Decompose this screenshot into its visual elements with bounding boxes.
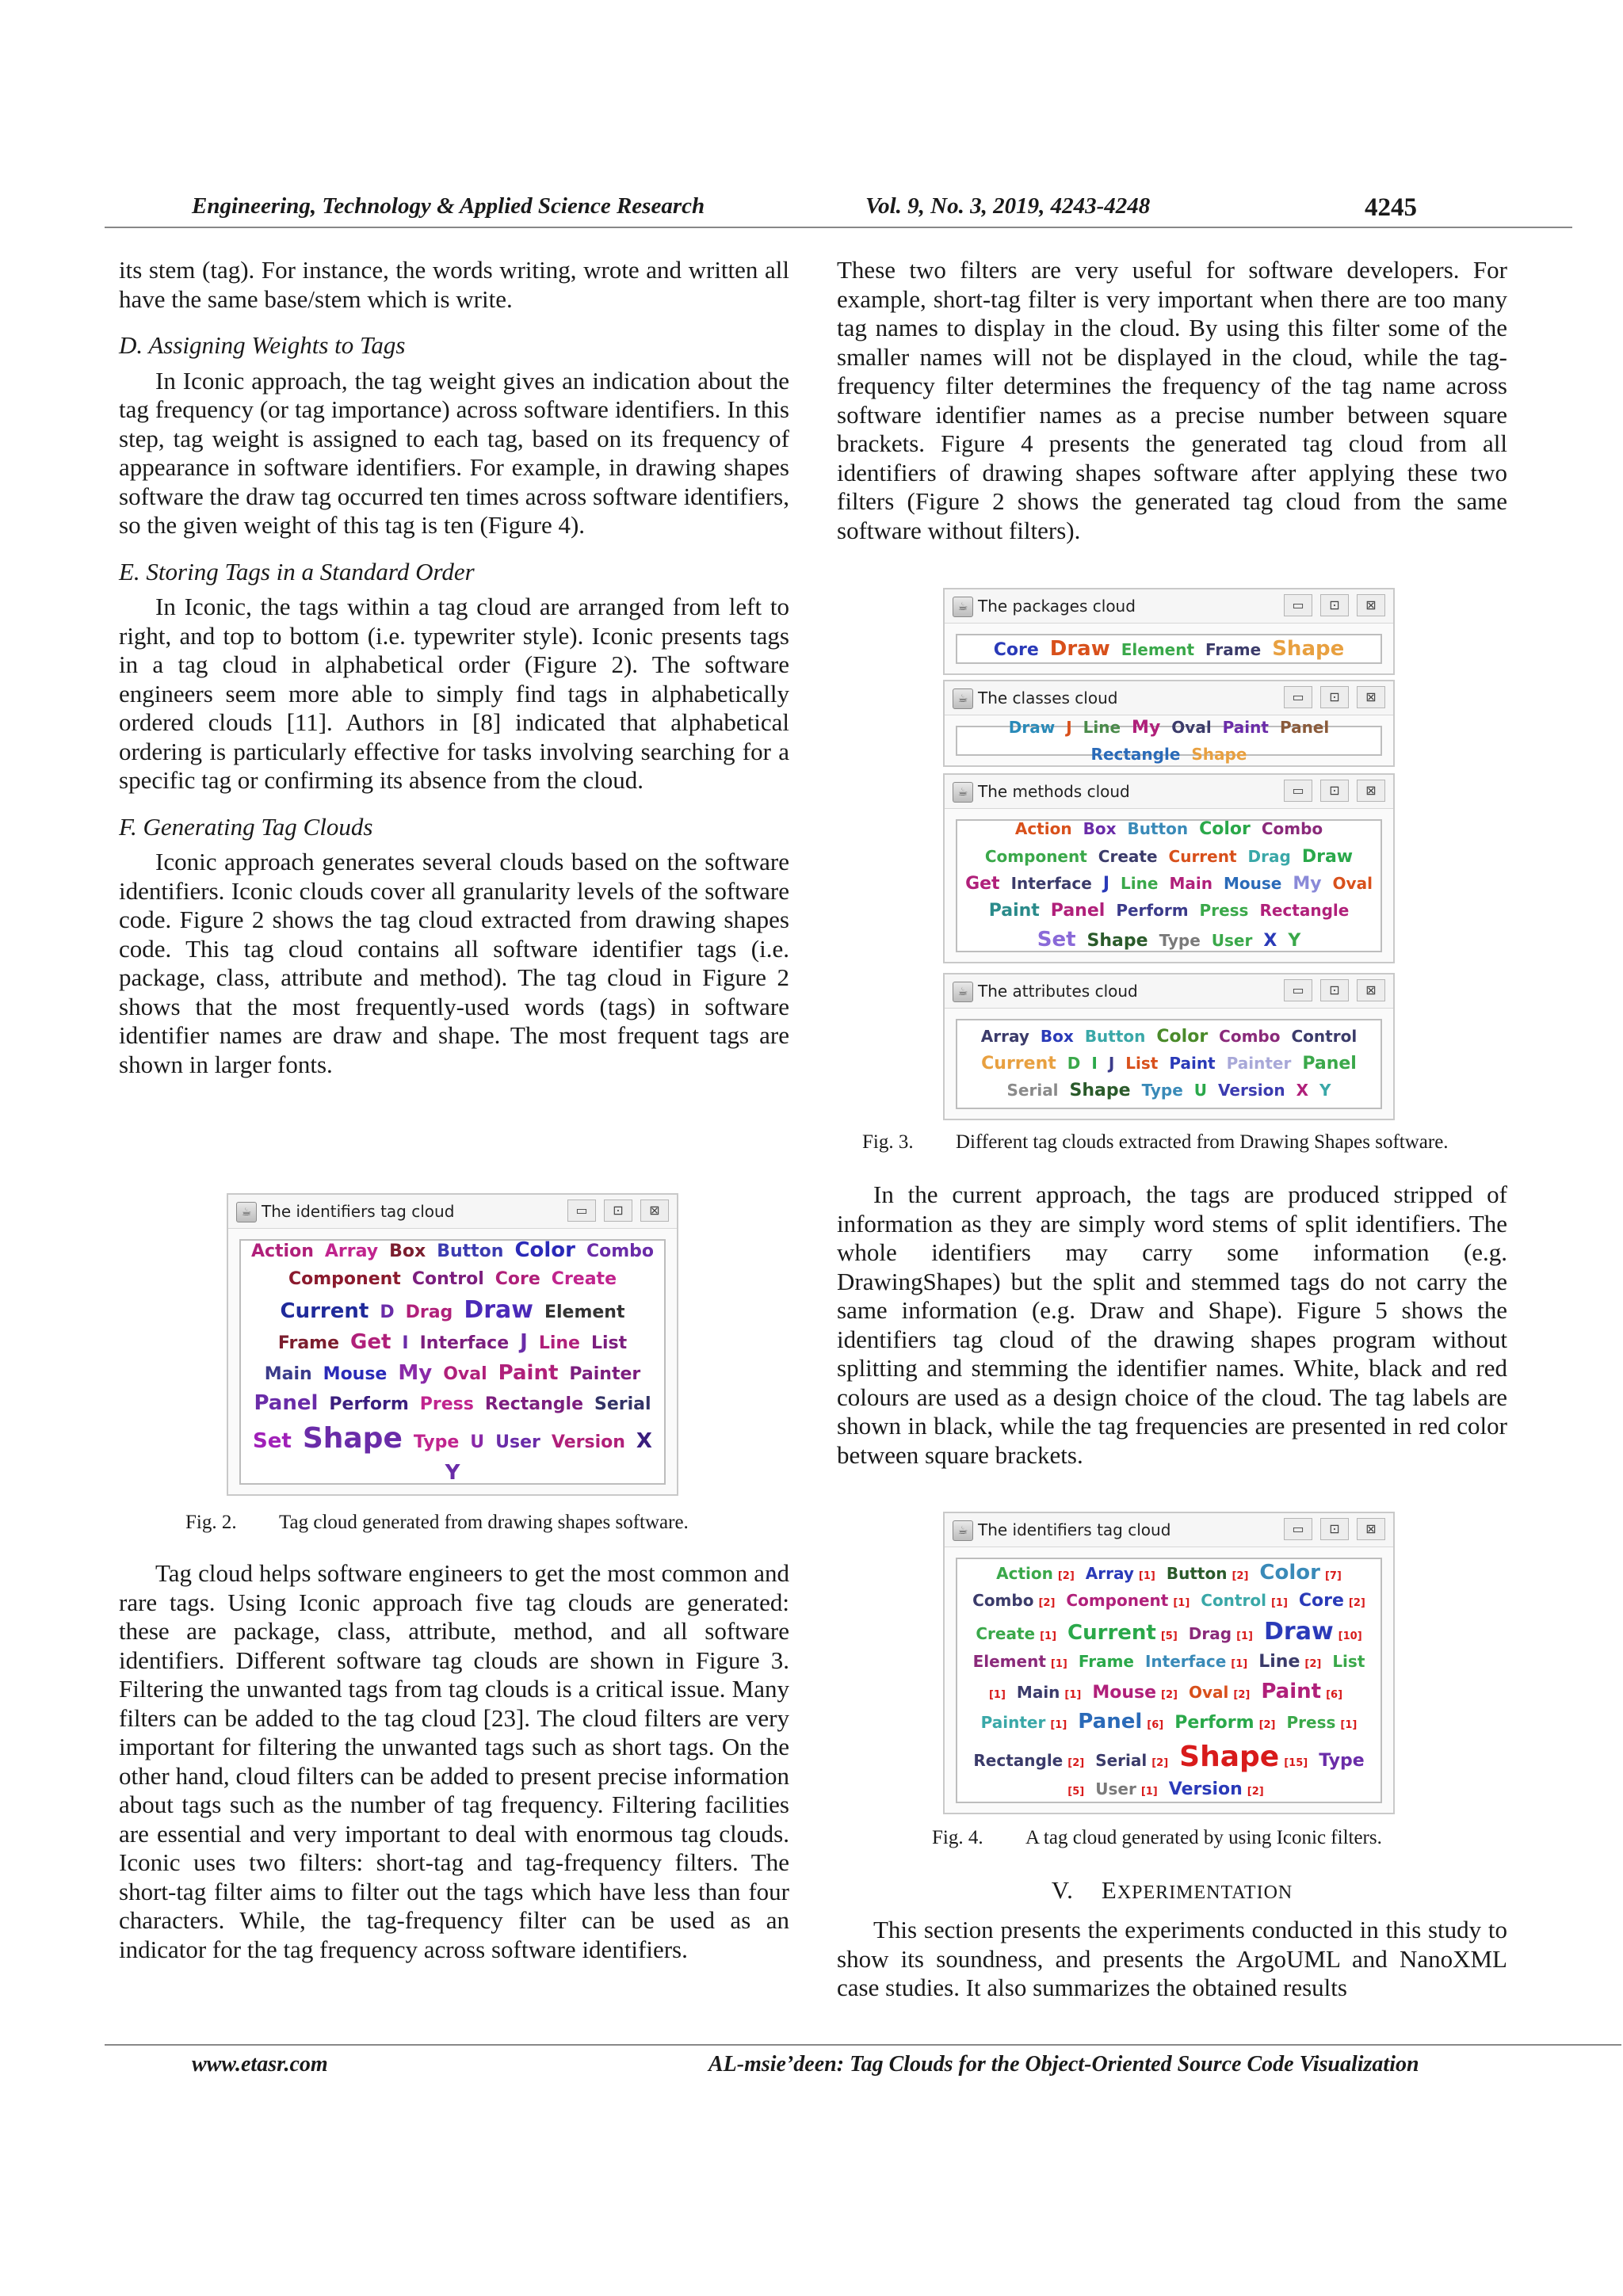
cloud-tag[interactable]: Type xyxy=(1141,1081,1183,1100)
minimize-button[interactable]: ▭ xyxy=(567,1199,596,1222)
cloud-tag[interactable]: Draw xyxy=(464,1295,533,1324)
cloud-tag[interactable]: Color xyxy=(1199,819,1251,840)
cloud-tag[interactable]: Get xyxy=(965,873,1000,894)
cloud-tag[interactable]: Core xyxy=(495,1268,540,1289)
cloud-tag[interactable]: Drag xyxy=(405,1302,453,1322)
cloud-tag[interactable]: Array xyxy=(980,1026,1029,1046)
cloud-tag[interactable]: User xyxy=(495,1432,540,1452)
cloud-tag[interactable]: Shape xyxy=(1179,1740,1280,1773)
tag-frequency: [1] xyxy=(988,1688,1006,1701)
tag-frequency: [2] xyxy=(1258,1719,1276,1732)
cloud-tag[interactable]: Rectangle xyxy=(1090,745,1181,765)
close-button[interactable]: ⊠ xyxy=(640,1199,669,1222)
cloud-tag[interactable]: Element xyxy=(544,1302,625,1322)
window-controls xyxy=(1284,686,1385,708)
figure-2-window xyxy=(227,1193,678,1496)
tag-frequency: [2] xyxy=(1348,1597,1365,1610)
cloud-tag[interactable]: Box xyxy=(1083,819,1117,839)
cloud-tag[interactable]: J xyxy=(1102,873,1110,894)
close-button[interactable]: ⊠ xyxy=(1357,780,1385,802)
cloud-tag[interactable]: Combo xyxy=(586,1241,655,1262)
cloud-tag[interactable]: Create xyxy=(976,1624,1036,1644)
tag-cloud-panel xyxy=(956,717,1382,765)
author-and-title: AL-msie’deen: Tag Clouds for the Object-Oriented Source Code Visualization xyxy=(708,2052,1419,2077)
cloud-tag[interactable]: Painter xyxy=(1226,1053,1292,1073)
section-number: V. xyxy=(1051,1876,1074,1904)
figure-4-number: Fig. 4. xyxy=(932,1827,983,1848)
cloud-tag[interactable]: D xyxy=(380,1302,395,1322)
cloud-tag[interactable]: U xyxy=(1193,1081,1208,1100)
tag-frequency: [1] xyxy=(1050,1719,1067,1732)
maximize-button[interactable]: ⊡ xyxy=(1320,1518,1349,1540)
cloud-tag[interactable]: Draw xyxy=(1008,717,1056,737)
tag-frequency: [1] xyxy=(1231,1658,1248,1671)
tag-frequency: [2] xyxy=(1247,1786,1264,1798)
cloud-tag[interactable]: Shape xyxy=(1069,1081,1131,1101)
cloud-tag[interactable]: Panel xyxy=(1302,1053,1357,1074)
cloud-tag[interactable]: Serial xyxy=(594,1394,651,1415)
figure-3-text: Different tag clouds extracted from Drawing Shapes software. xyxy=(956,1131,1449,1153)
tag-frequency: [1] xyxy=(1340,1719,1358,1732)
figure-4-caption xyxy=(932,1827,1382,1849)
journal-website: www.etasr.com xyxy=(192,2052,328,2077)
cloud-tag[interactable]: Version xyxy=(551,1432,625,1452)
cloud-tag[interactable]: Press xyxy=(419,1394,474,1415)
cloud-tag[interactable]: Version xyxy=(1168,1779,1243,1800)
tag-frequency: [15] xyxy=(1284,1756,1308,1769)
cloud-tag[interactable]: Interface xyxy=(419,1333,510,1353)
cloud-tag[interactable]: Oval xyxy=(443,1363,487,1384)
maximize-button[interactable]: ⊡ xyxy=(1320,686,1349,708)
cloud-tag[interactable]: Panel xyxy=(1050,900,1106,921)
cloud-tag[interactable]: Version xyxy=(1218,1081,1285,1100)
window-title-bar[interactable] xyxy=(945,681,1393,715)
cloud-tag[interactable]: Panel xyxy=(1279,717,1330,737)
cloud-tag[interactable]: Main xyxy=(264,1363,312,1384)
cloud-tag[interactable]: X xyxy=(1263,931,1277,952)
right-column-bottom xyxy=(837,1916,1507,2003)
tag-cloud-panel xyxy=(956,634,1382,664)
cloud-tag[interactable]: Current xyxy=(1067,1621,1156,1646)
window-title: The identifiers tag cloud xyxy=(978,1520,1171,1539)
tag-frequency: [2] xyxy=(1067,1756,1085,1769)
cloud-tag[interactable]: Array xyxy=(1085,1563,1134,1583)
cloud-tag[interactable]: Painter xyxy=(569,1363,641,1384)
paragraph-filter-use: These two filters are very useful for software developers. For example, short-tag filter is very important when there are too many tag names to display in the cloud. By using this filter some of the smaller names will not be displayed in the cloud, while the tag-frequency filter determines the frequency of the tag name across software identifier names as a precise number between square brackets. Figure 4 presents the generated tag cloud from all identifiers of drawing shapes software after applying these two filters (Figure 2 shows the generated tag cloud from the same software without filters). xyxy=(837,256,1507,544)
tag-cloud-panel xyxy=(956,1558,1382,1803)
cloud-tag[interactable]: Current xyxy=(981,1053,1056,1074)
tag-frequency: [10] xyxy=(1338,1630,1362,1643)
app-icon: ☕ xyxy=(236,1202,257,1222)
cloud-tag[interactable]: Type xyxy=(1159,931,1201,951)
cloud-tag[interactable]: My xyxy=(1132,717,1161,738)
window-title: The identifiers tag cloud xyxy=(262,1202,455,1221)
cloud-tag[interactable]: Get xyxy=(350,1329,391,1354)
journal-name: Engineering, Technology & Applied Science Research xyxy=(192,193,705,219)
cloud-tag[interactable]: List xyxy=(1332,1652,1365,1672)
left-column-bottom xyxy=(119,1559,789,1964)
tag-frequency: [1] xyxy=(1173,1597,1190,1610)
cloud-tag[interactable]: Create xyxy=(1098,846,1158,866)
close-button[interactable]: ⊠ xyxy=(1357,1518,1385,1540)
cloud-tag[interactable]: Frame xyxy=(1078,1652,1134,1672)
cloud-tag[interactable]: I xyxy=(1091,1053,1098,1073)
cloud-tag[interactable]: Oval xyxy=(1188,1682,1229,1702)
cloud-tag[interactable]: Press xyxy=(1286,1713,1336,1733)
tag-frequency: [1] xyxy=(1050,1658,1067,1671)
cloud-tag[interactable]: Control xyxy=(1201,1591,1266,1611)
cloud-tag[interactable]: Rectangle xyxy=(1259,900,1350,920)
cloud-tag[interactable]: Core xyxy=(993,639,1039,660)
cloud-tag[interactable]: Oval xyxy=(1332,873,1373,893)
app-icon: ☕ xyxy=(953,982,973,1002)
cloud-tag[interactable]: Box xyxy=(1040,1026,1074,1046)
window-controls xyxy=(1284,979,1385,1001)
running-header xyxy=(105,193,1572,225)
cloud-tag[interactable]: List xyxy=(590,1333,628,1353)
cloud-tag[interactable]: Component xyxy=(984,846,1087,866)
cloud-tag[interactable]: Component xyxy=(288,1268,401,1289)
cloud-tag[interactable]: Set xyxy=(253,1428,292,1453)
cloud-tag[interactable]: User xyxy=(1095,1779,1136,1799)
right-column-middle xyxy=(837,1180,1507,1470)
cloud-tag[interactable]: Oval xyxy=(1171,717,1212,737)
heading-generating-clouds: F. Generating Tag Clouds xyxy=(119,812,373,841)
cloud-tag[interactable]: Paint xyxy=(1261,1679,1322,1703)
window-title-bar[interactable] xyxy=(945,589,1393,624)
tag-frequency: [2] xyxy=(1232,1569,1249,1582)
cloud-tag[interactable]: Create xyxy=(551,1268,617,1289)
window-title-bar[interactable] xyxy=(228,1195,677,1229)
cloud-tag[interactable]: Type xyxy=(413,1432,460,1452)
cloud-tag[interactable]: J xyxy=(1108,1053,1115,1073)
minimize-button[interactable]: ▭ xyxy=(1284,1518,1312,1540)
window-title: The methods cloud xyxy=(978,782,1130,801)
cloud-tag[interactable]: Combo xyxy=(1219,1026,1281,1046)
minimize-button[interactable]: ▭ xyxy=(1284,686,1312,708)
close-button[interactable]: ⊠ xyxy=(1357,686,1385,708)
cloud-tag[interactable]: Paint xyxy=(1222,717,1269,737)
cloud-tag[interactable]: J xyxy=(520,1329,528,1354)
volume-info: Vol. 9, No. 3, 2019, 4243-4248 xyxy=(865,193,1151,219)
tag-frequency: [1] xyxy=(1040,1630,1057,1643)
cloud-tag[interactable]: Combo xyxy=(972,1591,1034,1611)
cloud-tag[interactable]: Interface xyxy=(1010,873,1092,893)
cloud-tag[interactable]: Shape xyxy=(1086,931,1148,952)
figure-2-caption xyxy=(185,1512,689,1534)
cloud-tag[interactable]: D xyxy=(1067,1053,1081,1073)
header-rule xyxy=(105,227,1572,228)
paragraph-ordering: In Iconic, the tags within a tag cloud are arranged from left to right, and top to bottom (i.e. typewriter style). Iconic presents tags in a tag cloud in alphabetical order (Figure 2). The software engineers seem more able to simply find tags in alphabetically ordered clouds [11]. Authors in [8] indicated that alphabetical ordering is particularly effective for tasks involving searching for a specific tag or confirming its absence from the cloud. xyxy=(119,593,789,794)
tag-frequency: [5] xyxy=(1160,1630,1178,1643)
cloud-tag[interactable]: X xyxy=(636,1428,652,1453)
tag-frequency: [2] xyxy=(1038,1597,1056,1610)
cloud-tag[interactable]: Component xyxy=(1066,1591,1169,1611)
window-title-bar[interactable] xyxy=(945,1513,1393,1547)
cloud-tag[interactable]: My xyxy=(398,1360,433,1385)
cloud-tag[interactable]: Mouse xyxy=(323,1363,388,1384)
right-column-top xyxy=(837,256,1507,545)
paragraph-stem: its stem (tag). For instance, the words writing, wrote and written all have the same base/stem which is write. xyxy=(119,256,789,313)
tag-frequency: [1] xyxy=(1138,1569,1155,1582)
cloud-tag[interactable]: Serial xyxy=(1095,1750,1148,1770)
cloud-tag[interactable]: Mouse xyxy=(1223,873,1282,893)
cloud-tag[interactable]: Main xyxy=(1169,873,1212,893)
paragraph-weights: In Iconic approach, the tag weight gives an indication about the tag frequency (or tag importance) across software identifiers. In this step, tag weight is assigned to each tag, based on its frequency of appearance in software identifiers. For example, in drawing shapes software the draw tag occurred ten times across software identifiers, so the given weight of this tag is ten (Figure 4). xyxy=(119,366,789,539)
cloud-tag[interactable]: Core xyxy=(1298,1591,1344,1611)
figure-3-number: Fig. 3. xyxy=(862,1131,914,1153)
tag-frequency: [2] xyxy=(1057,1569,1075,1582)
app-icon: ☕ xyxy=(953,1520,973,1541)
cloud-tag[interactable]: Perform xyxy=(1116,900,1189,920)
cloud-tag[interactable]: Line xyxy=(1083,717,1121,737)
cloud-tag[interactable]: Main xyxy=(1016,1682,1060,1702)
cloud-tag[interactable]: Panel xyxy=(254,1391,319,1416)
attributes-cloud-window xyxy=(943,973,1395,1120)
tag-frequency: [2] xyxy=(1151,1756,1169,1769)
paragraph-experiments: This section presents the experiments conducted in this study to show its soundness, and presents the ArgoUML and NanoXML case studies. It also summarizes the obtained results xyxy=(837,1916,1507,2001)
section-title-experimentation xyxy=(837,1876,1507,1905)
cloud-tag[interactable]: Array xyxy=(324,1241,379,1262)
cloud-tag[interactable]: Painter xyxy=(980,1713,1046,1733)
cloud-tag[interactable]: Perform xyxy=(1174,1713,1254,1733)
cloud-tag[interactable]: Serial xyxy=(1006,1081,1059,1100)
cloud-tag[interactable]: Set xyxy=(1037,928,1076,952)
window-title: The classes cloud xyxy=(978,688,1118,707)
footer-rule xyxy=(105,2044,1621,2046)
cloud-tag[interactable]: Mouse xyxy=(1092,1682,1157,1703)
cloud-tag[interactable]: Combo xyxy=(1261,819,1323,839)
tag-frequency: [1] xyxy=(1140,1786,1158,1798)
tag-frequency: [6] xyxy=(1147,1719,1164,1732)
figure-2-number: Fig. 2. xyxy=(185,1512,237,1533)
maximize-button[interactable]: ⊡ xyxy=(604,1199,632,1222)
minimize-button[interactable]: ▭ xyxy=(1284,780,1312,802)
window-title: The attributes cloud xyxy=(978,982,1138,1001)
window-controls xyxy=(1284,594,1385,616)
tag-frequency: [6] xyxy=(1326,1688,1343,1701)
window-title: The packages cloud xyxy=(978,597,1136,616)
tag-frequency: [5] xyxy=(1067,1786,1085,1798)
cloud-tag[interactable]: J xyxy=(1066,717,1072,737)
cloud-tag[interactable]: Type xyxy=(1319,1750,1365,1771)
cloud-tag[interactable]: Button xyxy=(1084,1026,1146,1046)
close-button[interactable]: ⊠ xyxy=(1357,594,1385,616)
methods-cloud-window xyxy=(943,773,1395,963)
cloud-tag[interactable]: Action xyxy=(996,1563,1053,1583)
cloud-tag[interactable]: Paint xyxy=(1169,1053,1216,1073)
cloud-tag[interactable]: Panel xyxy=(1078,1710,1143,1734)
figure-4-window xyxy=(943,1512,1395,1814)
cloud-tag[interactable]: Line xyxy=(538,1333,580,1353)
tag-frequency: [2] xyxy=(1233,1688,1251,1701)
cloud-tag[interactable]: Control xyxy=(1291,1026,1358,1046)
cloud-tag[interactable]: Line xyxy=(1258,1652,1300,1672)
cloud-tag[interactable]: X xyxy=(1296,1081,1308,1100)
section-title-rest: XPERIMENTATION xyxy=(1117,1882,1293,1903)
cloud-tag[interactable]: Current xyxy=(280,1299,369,1323)
cloud-tag[interactable]: Button xyxy=(1127,819,1189,839)
cloud-tag[interactable]: Frame xyxy=(1205,639,1262,659)
cloud-tag[interactable]: Shape xyxy=(1272,636,1345,661)
cloud-tag[interactable]: Shape xyxy=(302,1421,403,1455)
app-icon: ☕ xyxy=(953,782,973,803)
cloud-tag[interactable]: Drag xyxy=(1188,1624,1232,1644)
paragraph-generating: Iconic approach generates several clouds based on the software identifiers. Iconic clouds cover all granularity levels of the software code. Figure 2 shows the tag cloud extracted from drawing shapes code. This tag cloud contains all software identifier tags (i.e. package, class, attribute and method). The tag cloud in Figure 2 shows that the most frequently-used words (tags) in software identifier names are draw and shape. The most frequent tags are shown in larger fonts. xyxy=(119,848,789,1078)
tag-frequency: [1] xyxy=(1236,1630,1253,1643)
tag-frequency: [1] xyxy=(1064,1688,1082,1701)
cloud-tag[interactable]: Draw xyxy=(1264,1618,1334,1646)
cloud-tag[interactable]: My xyxy=(1293,873,1322,894)
classes-cloud-window xyxy=(943,680,1395,767)
cloud-tag[interactable]: Box xyxy=(389,1241,426,1262)
cloud-tag[interactable]: Y xyxy=(1288,931,1301,952)
close-button[interactable]: ⊠ xyxy=(1357,979,1385,1001)
cloud-tag[interactable]: Current xyxy=(1168,846,1237,866)
tag-frequency: [2] xyxy=(1304,1658,1322,1671)
cloud-tag[interactable]: Draw xyxy=(1301,846,1354,867)
cloud-tag[interactable]: Color xyxy=(1259,1560,1320,1585)
window-controls xyxy=(567,1199,669,1222)
figure-4-text: A tag cloud generated by using Iconic filters. xyxy=(1025,1827,1382,1848)
left-column-top xyxy=(119,256,789,1079)
window-title-bar[interactable] xyxy=(945,775,1393,809)
tag-cloud-panel xyxy=(239,1239,666,1485)
heading-assigning-weights: D. Assigning Weights to Tags xyxy=(119,331,406,359)
tag-frequency: [7] xyxy=(1324,1569,1342,1582)
cloud-tag[interactable]: Rectangle xyxy=(973,1750,1064,1770)
cloud-tag[interactable]: Y xyxy=(445,1461,460,1486)
cloud-tag[interactable]: Element xyxy=(972,1652,1046,1672)
packages-cloud-window xyxy=(943,588,1395,675)
cloud-tag[interactable]: Perform xyxy=(329,1394,409,1415)
app-icon: ☕ xyxy=(953,597,973,617)
minimize-button[interactable]: ▭ xyxy=(1284,979,1312,1001)
cloud-tag[interactable]: User xyxy=(1211,931,1253,951)
cloud-tag[interactable]: Paint xyxy=(988,900,1040,921)
running-footer xyxy=(105,2052,1572,2084)
cloud-tag[interactable]: Action xyxy=(250,1241,314,1262)
tag-cloud-panel xyxy=(956,819,1382,952)
cloud-tag[interactable]: Interface xyxy=(1144,1652,1227,1672)
cloud-tag[interactable]: Paint xyxy=(498,1360,559,1385)
cloud-tag[interactable]: Rectangle xyxy=(484,1394,583,1415)
minimize-button[interactable]: ▭ xyxy=(1284,594,1312,616)
cloud-tag[interactable]: Press xyxy=(1199,900,1249,920)
cloud-tag[interactable]: Draw xyxy=(1049,636,1110,661)
app-icon: ☕ xyxy=(953,688,973,709)
maximize-button[interactable]: ⊡ xyxy=(1320,780,1349,802)
page-number: 4245 xyxy=(1365,193,1417,222)
window-controls xyxy=(1284,780,1385,802)
maximize-button[interactable]: ⊡ xyxy=(1320,979,1349,1001)
cloud-tag[interactable]: Line xyxy=(1121,873,1159,893)
cloud-tag[interactable]: Button xyxy=(1166,1563,1228,1583)
cloud-tag[interactable]: Element xyxy=(1121,639,1195,659)
window-controls xyxy=(1284,1518,1385,1540)
section-title-initial: E xyxy=(1101,1876,1117,1904)
cloud-tag[interactable]: Frame xyxy=(277,1333,340,1353)
figure-3-caption xyxy=(862,1131,1449,1154)
figure-2-text: Tag cloud generated from drawing shapes software. xyxy=(279,1512,689,1533)
tag-frequency: [1] xyxy=(1270,1597,1288,1610)
paragraph-filters: Tag cloud helps software engineers to get the most common and rare tags. Using Iconic approach five tag clouds are generated: these are package, class, attribute, method, and all software identifiers. Different software tag clouds are shown in Figure 3. Filtering the unwanted tags from tag clouds is a critical issue. Many filters can be added to the tag cloud [23]. The cloud filters are very important for filtering the unwanted tags such as short tags. On the other hand, cloud filters can be added to present precise information about tags such as the number of tag frequency. Filtering facilities are essential and very important to deal with enormous tag clouds. Iconic uses two filters: short-tag and tag-frequency filters. The short-tag filter aims to filter out the tags which have less than four characters. While, the tag-frequency filter can be used as an indicator for the tag frequency across software identifiers. xyxy=(119,1559,789,1963)
paragraph-current-approach: In the current approach, the tags are produced stripped of information as they are simply word stems of split identifiers. The whole identifiers may carry some information (e.g. DrawingShapes) but the split and stemmed tags do not carry the same information (e.g. Draw and Shape). Figure 5 shows the identifiers tag cloud of the drawing shapes program without splitting and stemming the identifier names. White, black and red colours are used as a design choice of the cloud. The tag labels are shown in black, while the tag frequencies are presented in red color between square brackets. xyxy=(837,1180,1507,1469)
window-title-bar[interactable] xyxy=(945,974,1393,1009)
cloud-tag[interactable]: I xyxy=(402,1333,409,1353)
cloud-tag[interactable]: Action xyxy=(1014,819,1072,839)
cloud-tag[interactable]: Drag xyxy=(1247,846,1291,866)
cloud-tag[interactable]: Color xyxy=(1156,1026,1209,1047)
cloud-tag[interactable]: Shape xyxy=(1191,745,1247,765)
cloud-tag[interactable]: Control xyxy=(411,1268,484,1289)
maximize-button[interactable]: ⊡ xyxy=(1320,594,1349,616)
cloud-tag[interactable]: U xyxy=(470,1432,485,1452)
cloud-tag[interactable]: Button xyxy=(437,1241,504,1262)
tag-frequency: [2] xyxy=(1161,1688,1178,1701)
cloud-tag[interactable]: List xyxy=(1125,1053,1159,1073)
heading-storing-tags: E. Storing Tags in a Standard Order xyxy=(119,557,475,585)
cloud-tag[interactable]: Y xyxy=(1319,1081,1331,1100)
cloud-tag[interactable]: Color xyxy=(514,1238,575,1263)
tag-cloud-panel xyxy=(956,1019,1382,1109)
